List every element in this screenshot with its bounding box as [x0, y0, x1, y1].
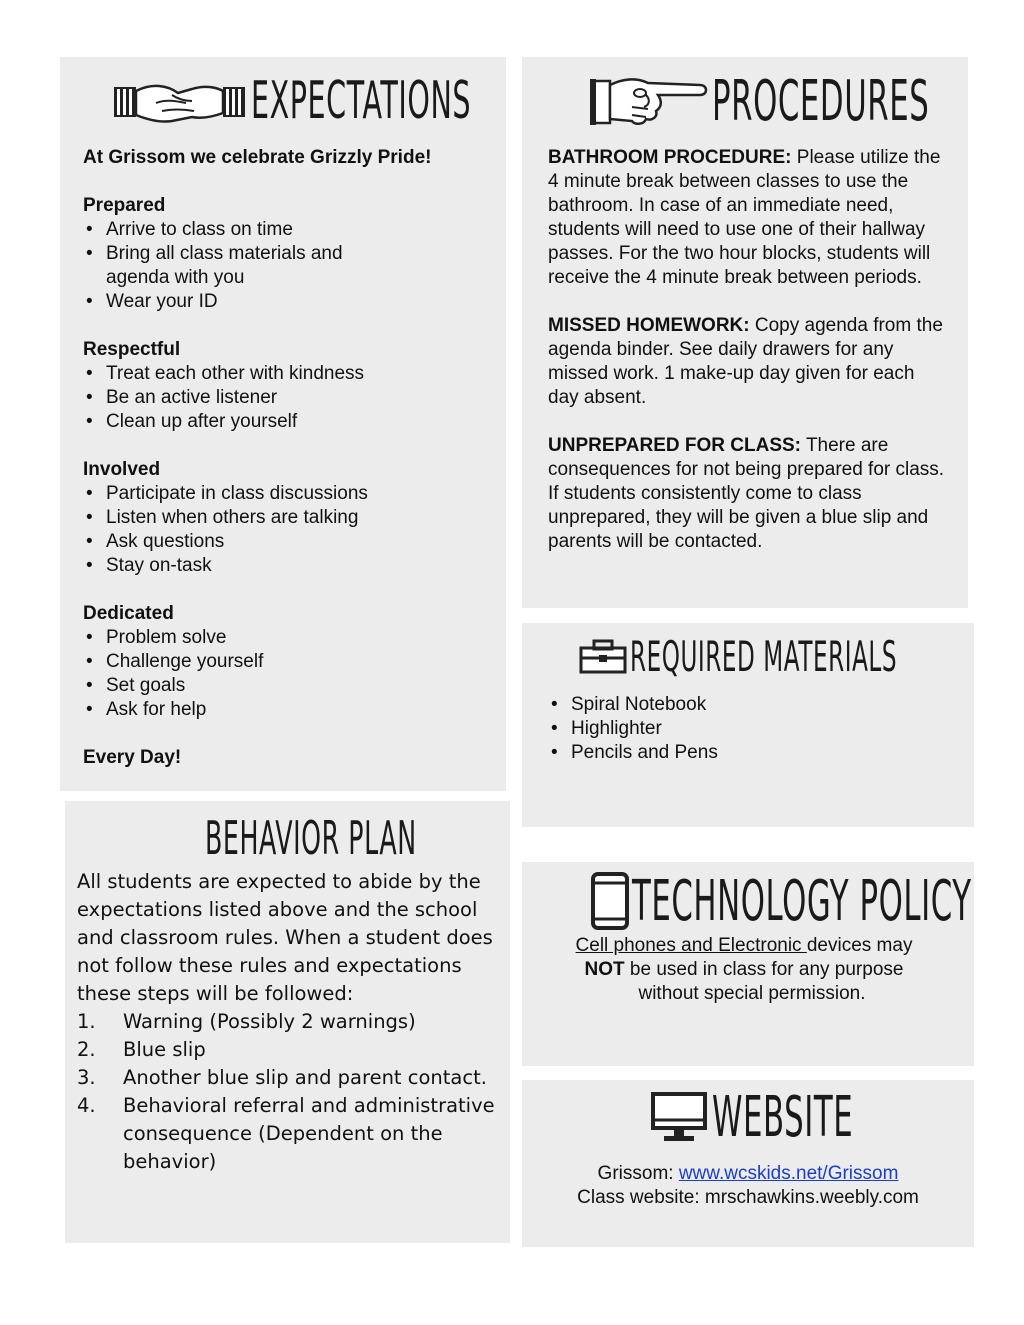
homework-label: MISSED HOMEWORK:	[548, 315, 750, 336]
technology-line-1	[522, 934, 974, 958]
section-title: Respectful	[83, 339, 181, 360]
expectations-body	[83, 146, 493, 770]
materials-panel	[522, 623, 974, 827]
unprepared-text: There are consequences for not being prepared for class. If students consistently come to class unprepared, they will be given a blue slip and parents will be contacted.	[548, 435, 945, 552]
behavior-panel	[65, 801, 510, 1243]
grissom-link[interactable]: www.wcskids.net/Grissom	[678, 1163, 899, 1184]
behavior-heading	[205, 813, 495, 863]
technology-heading	[590, 868, 970, 934]
list-item: • Highlighter	[548, 717, 948, 741]
website-title: WEBSITE	[712, 1084, 854, 1150]
expectations-heading	[112, 71, 472, 131]
materials-heading	[578, 633, 958, 679]
pointing-hand-icon	[588, 71, 710, 131]
list-item: • Be an active listener	[83, 386, 493, 410]
list-item: • Clean up after yourself	[83, 410, 493, 434]
expectations-title: EXPECTATIONS	[251, 71, 472, 131]
materials-list	[548, 693, 948, 765]
list-item: • Participate in class discussions	[83, 482, 493, 506]
phone-icon	[590, 871, 630, 931]
list-item: • Ask questions	[83, 530, 493, 554]
technology-panel	[522, 862, 974, 1066]
grissom-line	[522, 1162, 974, 1186]
technology-body	[522, 934, 974, 1006]
expectations-panel	[60, 57, 506, 791]
technology-title: TECHNOLOGY POLICY	[632, 868, 972, 934]
list-item: • Wear your ID	[83, 290, 493, 314]
list-item: • Spiral Notebook	[548, 693, 948, 717]
expectations-closing: Every Day!	[83, 747, 182, 768]
section-title: Prepared	[83, 195, 166, 216]
list-item: 1. Warning (Possibly 2 warnings)	[77, 1010, 416, 1033]
cell-phones-text: Cell phones and Electronic	[575, 935, 807, 956]
expectations-intro: At Grissom we celebrate Grizzly Pride!	[83, 147, 432, 168]
list-item: • Stay on-task	[83, 554, 493, 578]
unprepared-for-class	[548, 434, 948, 554]
website-heading	[650, 1086, 950, 1148]
handshake-icon	[112, 73, 247, 129]
bathroom-text: Please utilize the 4 minute break between classes to use the bathroom. In case of an immediate need, students will need to use one of their hallway passes. For the two hour blocks, students will receive the 4 minute break between periods.	[548, 147, 941, 288]
list-item: • Challenge yourself	[83, 650, 493, 674]
behavior-steps	[77, 1008, 497, 1176]
list-item: 4. Behavioral referral and administrative consequence (Dependent on the behavior)	[77, 1094, 495, 1173]
list-item: • Listen when others are talking	[83, 506, 493, 530]
procedures-title: PROCEDURES	[712, 68, 930, 134]
list-item: • Arrive to class on time	[83, 218, 493, 242]
list-item: • Ask for help	[83, 698, 493, 722]
list-item: 2. Blue slip	[77, 1038, 206, 1061]
technology-line-3: without special permission.	[638, 983, 866, 1004]
missed-homework	[548, 314, 948, 410]
section-title: Dedicated	[83, 603, 174, 624]
list-item: • Bring all class materials and agenda with you	[83, 242, 376, 290]
unprepared-label: UNPREPARED FOR CLASS:	[548, 435, 801, 456]
monitor-icon	[650, 1089, 708, 1145]
class-website-line: Class website: mrschawkins.weebly.com	[577, 1187, 919, 1208]
bathroom-label: BATHROOM PROCEDURE:	[548, 147, 792, 168]
behavior-intro: All students are expected to abide by the expectations listed above and the school and classroom rules. When a student does not follow these rules and expectations these steps will be followed:	[77, 870, 493, 1005]
list-item: 3. Another blue slip and parent contact.	[77, 1066, 487, 1089]
list-item: • Pencils and Pens	[548, 741, 948, 765]
procedures-heading	[588, 69, 948, 133]
procedures-body	[548, 146, 948, 554]
grissom-label: Grissom:	[597, 1163, 679, 1184]
toolbox-icon	[578, 636, 628, 676]
list-item: • Problem solve	[83, 626, 493, 650]
materials-title: REQUIRED MATERIALS	[630, 631, 898, 681]
behavior-title: BEHAVIOR PLAN	[205, 811, 417, 865]
section-involved	[83, 458, 493, 578]
section-title: Involved	[83, 459, 161, 480]
list-item: • Set goals	[83, 674, 493, 698]
section-prepared	[83, 194, 493, 314]
procedures-panel	[522, 57, 968, 608]
homework-text: Copy agenda from the agenda binder. See daily drawers for any missed work. 1 make-up day given for each day absent.	[548, 315, 943, 408]
purpose-text: be used in class for any purpose	[624, 959, 904, 980]
not-text: NOT	[584, 959, 625, 980]
list-item: • Treat each other with kindness	[83, 362, 493, 386]
behavior-body	[77, 868, 497, 1176]
technology-line-2	[522, 958, 974, 982]
devices-text: devices may	[806, 935, 913, 956]
website-panel	[522, 1080, 974, 1247]
section-respectful	[83, 338, 493, 434]
bathroom-procedure	[548, 146, 948, 290]
section-dedicated	[83, 602, 493, 722]
website-body	[522, 1162, 974, 1210]
